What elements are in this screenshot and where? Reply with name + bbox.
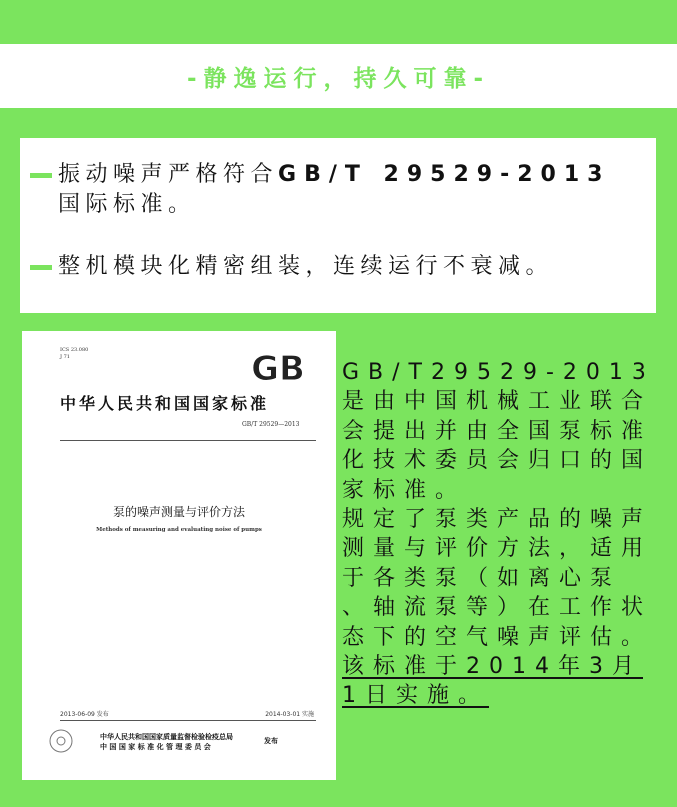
description-paragraph: 规定了泵类产品的噪声测量与评价方法，适用于各类泵（如离心泵 、轴流泵等）在工作状态下的空气噪声评估。 xyxy=(342,507,653,650)
issuer-line: 中 国 国 家 标 准 化 管 理 委 员 会 xyxy=(100,743,211,751)
feature-highlight: GB/T 29529-2013 xyxy=(278,162,611,187)
seal-icon xyxy=(48,728,74,754)
feature-item-assembly xyxy=(30,252,650,282)
standard-description xyxy=(342,358,657,711)
gb-logo-icon xyxy=(248,351,308,385)
publish-date: 2013-06-09 发布 xyxy=(60,711,109,718)
description-implementation: 该标准于2014年3月1日实施。 xyxy=(342,654,643,709)
issue-label: 发布 xyxy=(264,737,278,745)
standard-name-cn: 泵的噪声测量与评价方法 xyxy=(112,505,245,519)
standard-number: GB/T 29529—2013 xyxy=(242,421,300,428)
slogan-banner xyxy=(0,44,677,108)
feature-text: 整机模块化精密组装，连续运行不衰减。 xyxy=(58,254,554,279)
implement-date: 2014-03-01 实施 xyxy=(265,711,314,718)
feature-text-after: 国际标准。 xyxy=(58,192,196,217)
feature-panel xyxy=(20,138,656,313)
bullet-dash-icon xyxy=(30,173,52,178)
divider xyxy=(60,720,316,721)
slogan-text: -静逸运行，持久可靠- xyxy=(186,65,491,92)
issuer-line: 中华人民共和国国家质量监督检验检疫总局 xyxy=(100,733,233,741)
divider xyxy=(60,440,316,441)
feature-item-noise xyxy=(30,160,650,220)
standard-title: 中华人民共和国国家标准 xyxy=(60,394,270,413)
bullet-dash-icon xyxy=(30,265,52,270)
feature-text-before: 振动噪声严格符合 xyxy=(58,162,279,187)
feature-text xyxy=(58,160,610,220)
gb-logo-text: GB xyxy=(251,351,305,385)
issuer xyxy=(100,732,233,752)
ics-line: ICS 23.080 xyxy=(60,347,89,353)
standard-document-image xyxy=(22,331,336,780)
description-paragraph: GB/T29529-2013是由中国机械工业联合会提出并由全国泵标准化技术委员会归口的国家标准。 xyxy=(342,360,655,503)
ics-line: J 71 xyxy=(60,354,70,360)
standard-name-en: Methods of measuring and evaluating noise of pumps xyxy=(96,527,262,533)
ics-code xyxy=(60,347,88,361)
